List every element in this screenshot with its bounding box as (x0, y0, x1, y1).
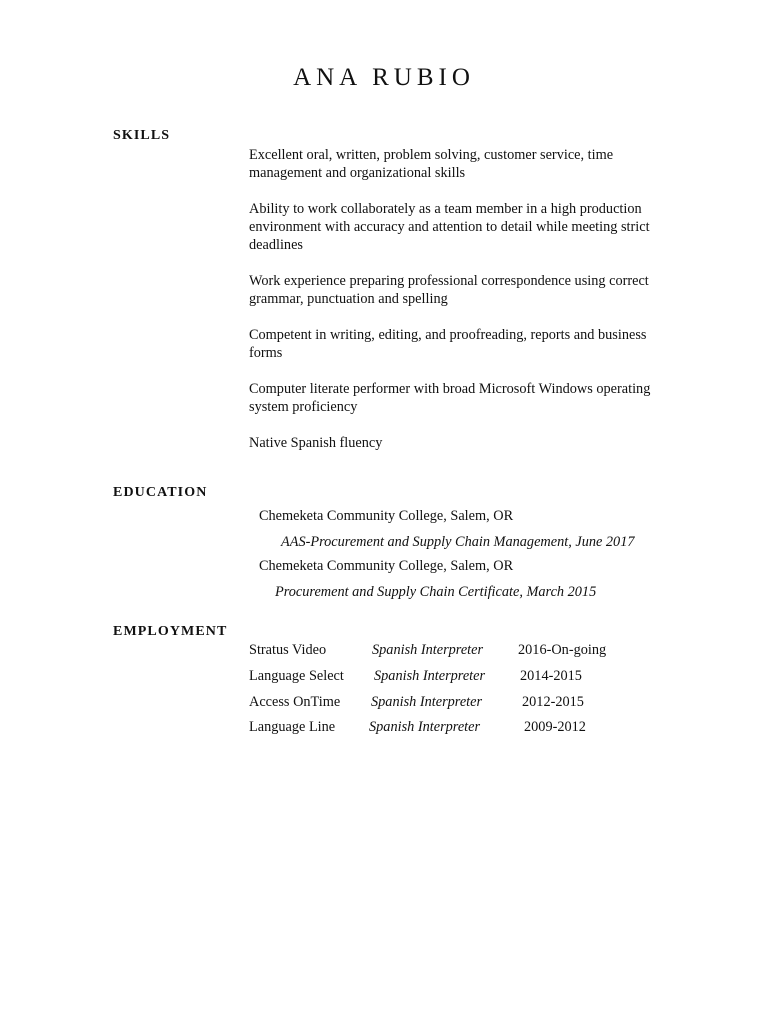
education-credential: AAS-Procurement and Supply Chain Management, June 2017 (281, 534, 635, 550)
employment-dates: 2014-2015 (520, 668, 582, 684)
employment-role: Spanish Interpreter (369, 719, 481, 735)
skill-item: Native Spanish fluency (249, 435, 383, 451)
skill-item: Ability to work collaborately as a team member in a high production environment with accuracy and attention to detail while meeting strict deadlines (249, 201, 650, 253)
education-school: Chemeketa Community College, Salem, OR (259, 558, 514, 574)
employment-role: Spanish Interpreter (371, 694, 483, 710)
skill-item: Competent in writing, editing, and proofreading, reports and business forms (249, 327, 647, 361)
employment-role: Spanish Interpreter (372, 642, 484, 658)
employment-dates: 2016-On-going (518, 642, 607, 658)
employment-employer: Language Select (249, 668, 344, 684)
employment-role: Spanish Interpreter (374, 668, 486, 684)
employment-dates: 2012-2015 (522, 694, 584, 710)
resume-name: ANA RUBIO (293, 64, 475, 91)
education-heading: EDUCATION (113, 485, 208, 500)
employment-dates: 2009-2012 (524, 719, 586, 735)
employment-employer: Language Line (249, 719, 336, 735)
skill-item: Work experience preparing professional correspondence using correct grammar, punctuation and spelling (249, 273, 649, 307)
education-credential: Procurement and Supply Chain Certificate, March 2015 (275, 584, 597, 600)
employment-employer: Access OnTime (249, 694, 341, 710)
education-school: Chemeketa Community College, Salem, OR (259, 508, 514, 524)
employment-employer: Stratus Video (249, 642, 327, 658)
skill-item: Excellent oral, written, problem solving, customer service, time management and organizational skills (249, 147, 614, 181)
skill-item: Computer literate performer with broad Microsoft Windows operating system proficiency (249, 381, 651, 415)
employment-heading: EMPLOYMENT (113, 624, 228, 639)
skills-heading: SKILLS (113, 128, 171, 143)
